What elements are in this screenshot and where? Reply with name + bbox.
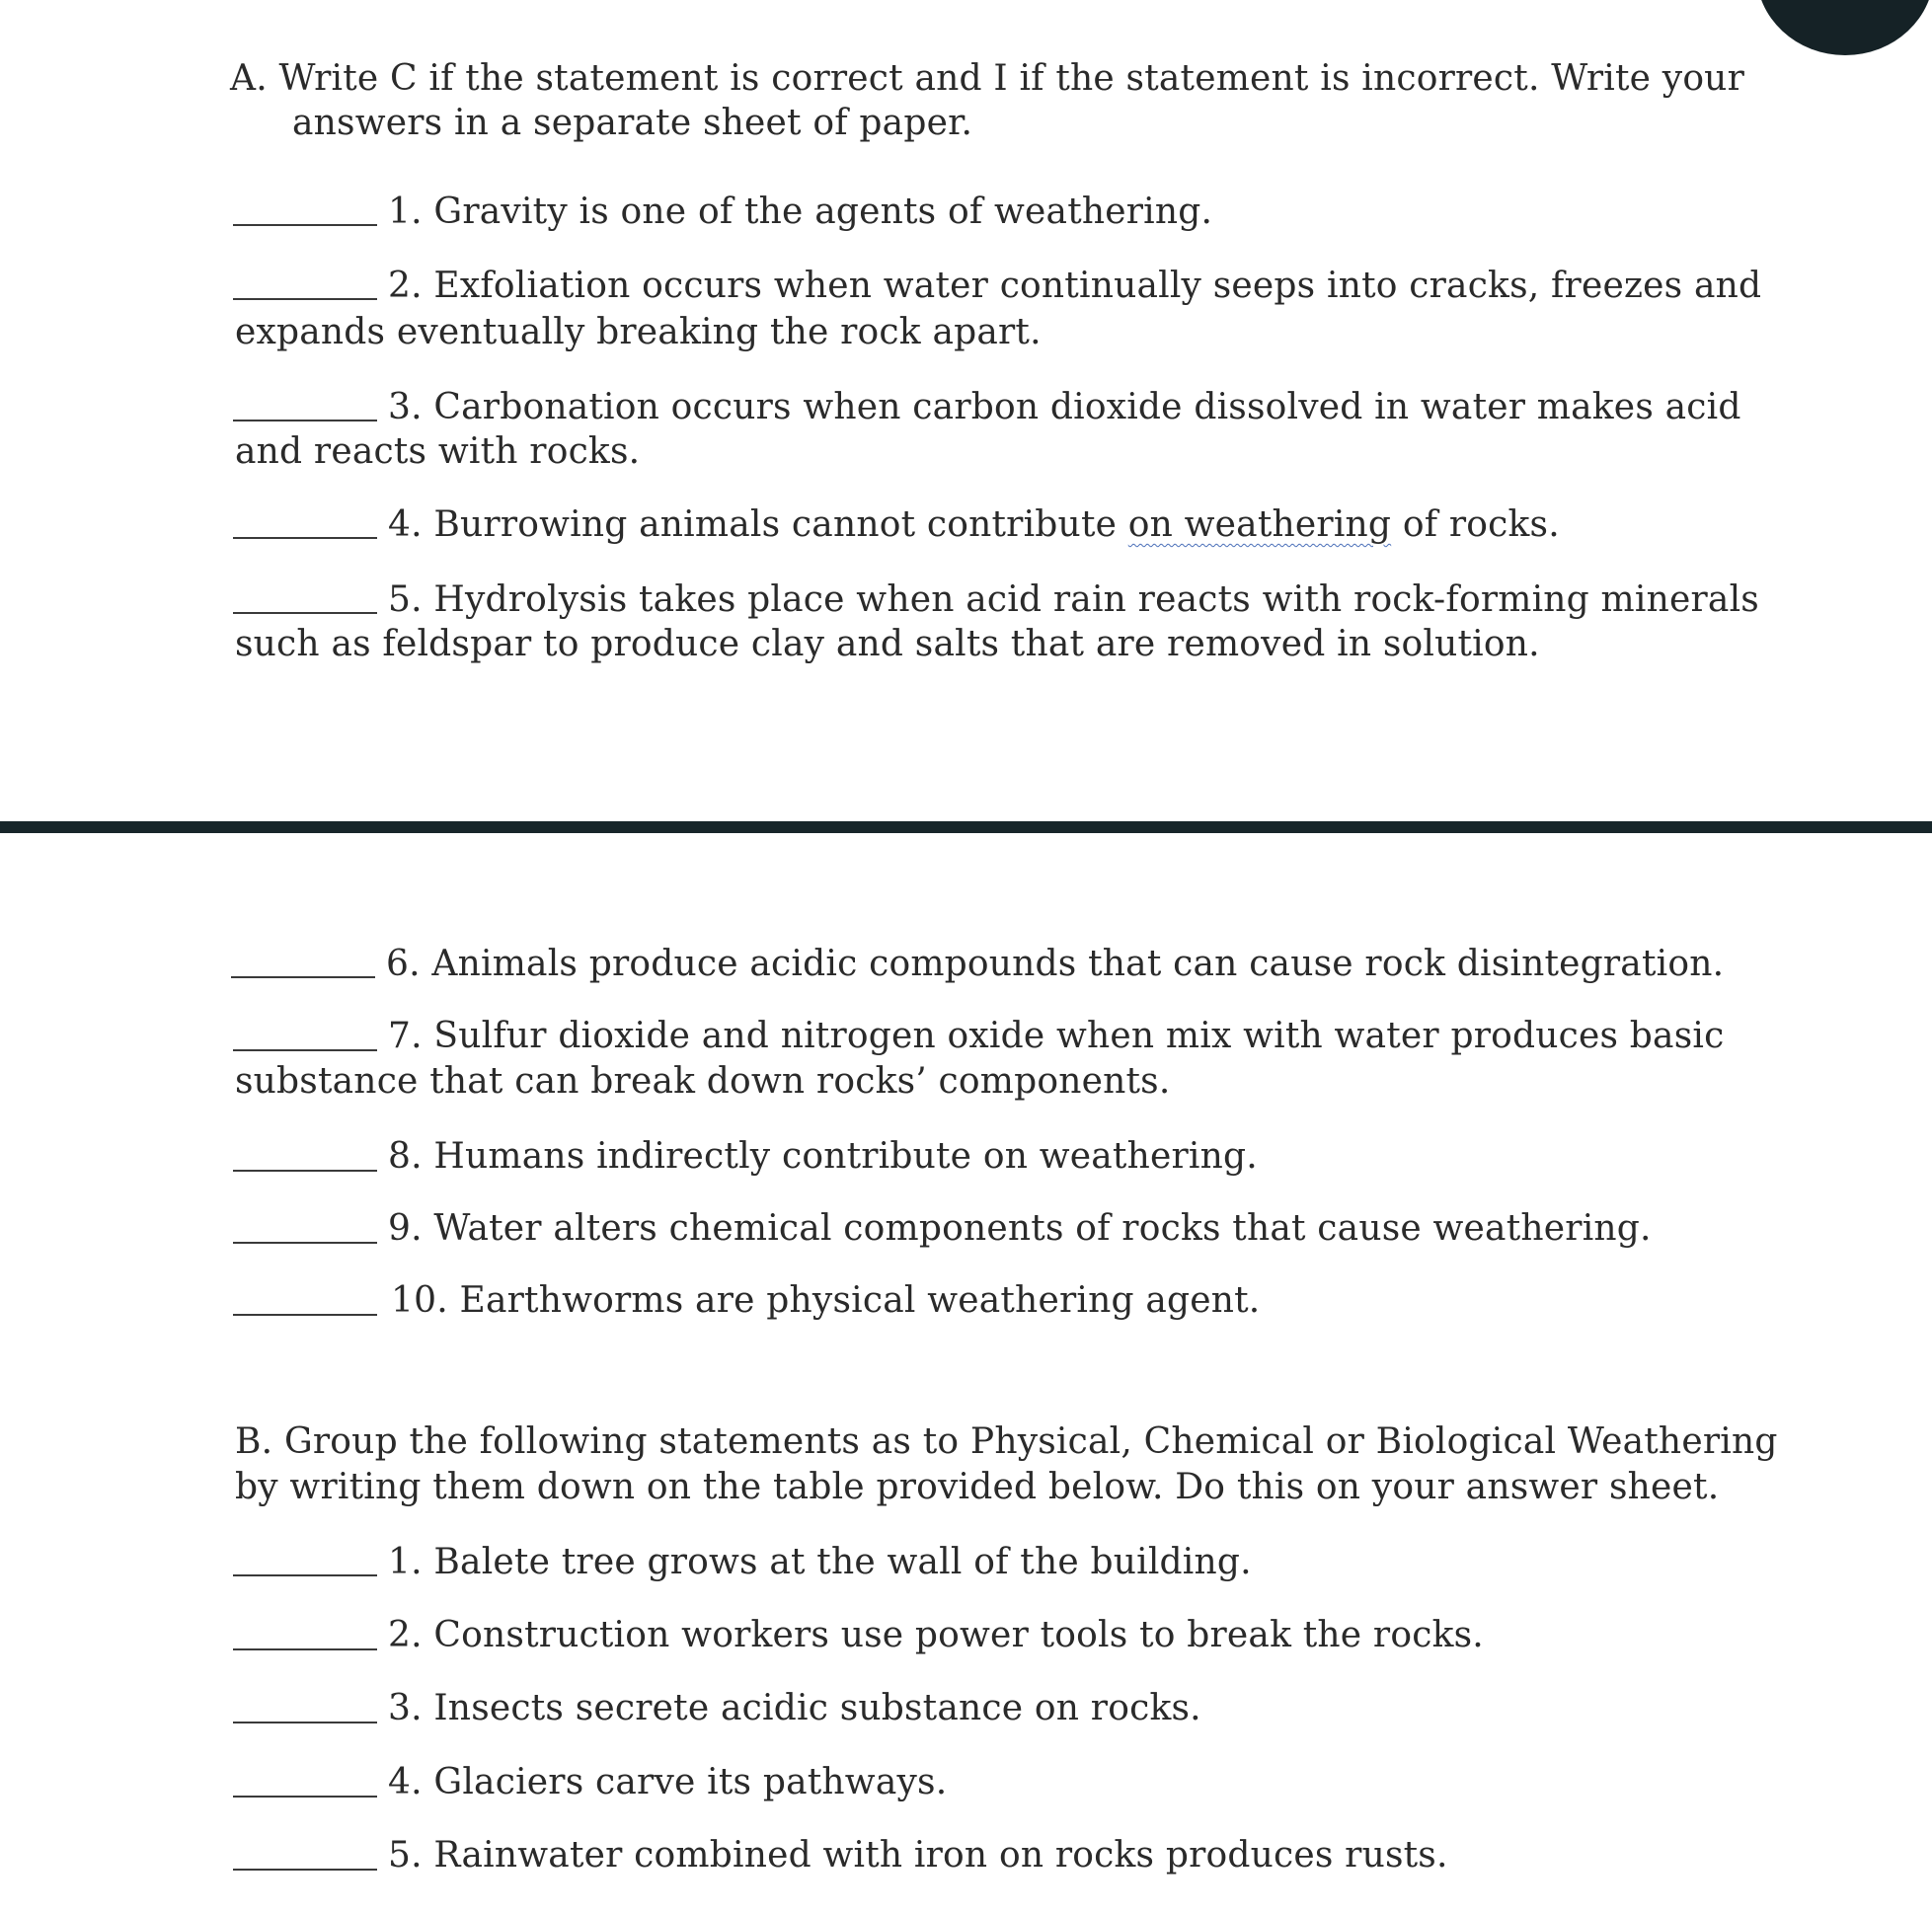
section-b-instruction-line1: B. Group the following statements as to Physical, Chemical or Biological Weathering [235, 1421, 1778, 1462]
item-b3: 3. Insects secrete acidic substance on rocks. [388, 1688, 1201, 1728]
item-a7-line2: substance that can break down rocks’ components. [235, 1061, 1171, 1102]
item-a4 [388, 502, 1560, 548]
item-a4-post: of rocks. [1391, 504, 1560, 545]
answer-blank[interactable] [233, 1722, 377, 1723]
answer-blank[interactable] [233, 1648, 377, 1650]
answer-blank[interactable] [233, 1170, 377, 1172]
item-a9: 9. Water alters chemical components of rocks that cause weathering. [388, 1208, 1652, 1249]
item-a7-line1: 7. Sulfur dioxide and nitrogen oxide when mix with water produces basic [388, 1016, 1725, 1056]
answer-blank[interactable] [233, 1049, 377, 1051]
item-a10: 10. Earthworms are physical weathering agent. [391, 1280, 1261, 1321]
item-a2-line2: expands eventually breaking the rock apart. [235, 312, 1042, 352]
item-a5-line1: 5. Hydrolysis takes place when acid rain reacts with rock-forming minerals [388, 579, 1759, 620]
item-b2: 2. Construction workers use power tools to break the rocks. [388, 1615, 1484, 1655]
item-b4: 4. Glaciers carve its pathways. [388, 1762, 948, 1802]
item-a6: 6. Animals produce acidic compounds that can cause rock disintegration. [386, 944, 1725, 984]
section-a-instruction-line1: A. Write C if the statement is correct and I if the statement is incorrect. Write your [230, 58, 1744, 99]
item-a1: 1. Gravity is one of the agents of weathering. [388, 191, 1213, 232]
item-a2-line1: 2. Exfoliation occurs when water continually seeps into cracks, freezes and [388, 266, 1762, 306]
section-b-instruction-line2: by writing them down on the table provided below. Do this on your answer sheet. [235, 1467, 1720, 1507]
answer-blank[interactable] [233, 1869, 377, 1871]
section-a-instruction-line2: answers in a separate sheet of paper. [292, 103, 973, 143]
answer-blank[interactable] [233, 1314, 377, 1316]
page-divider [0, 821, 1932, 833]
item-b1: 1. Balete tree grows at the wall of the building. [388, 1542, 1252, 1582]
item-a3-line1: 3. Carbonation occurs when carbon dioxide dissolved in water makes acid [388, 387, 1741, 427]
grammar-flagged-text: on weathering [1127, 504, 1392, 545]
answer-blank[interactable] [233, 1242, 377, 1244]
item-b5: 5. Rainwater combined with iron on rocks produces rusts. [388, 1835, 1448, 1876]
answer-blank[interactable] [233, 612, 377, 614]
answer-blank[interactable] [233, 1574, 377, 1576]
item-a8: 8. Humans indirectly contribute on weathering. [388, 1136, 1258, 1177]
item-a3-line2: and reacts with rocks. [235, 431, 641, 472]
answer-blank[interactable] [233, 224, 377, 226]
answer-blank[interactable] [233, 1796, 377, 1798]
corner-overlay [1756, 0, 1932, 55]
item-a4-pre: 4. Burrowing animals cannot contribute [388, 504, 1128, 545]
answer-blank[interactable] [233, 298, 377, 300]
answer-blank[interactable] [233, 420, 377, 421]
answer-blank[interactable] [231, 976, 375, 978]
item-a5-line2: such as feldspar to produce clay and salts that are removed in solution. [235, 624, 1540, 664]
answer-blank[interactable] [233, 537, 377, 539]
